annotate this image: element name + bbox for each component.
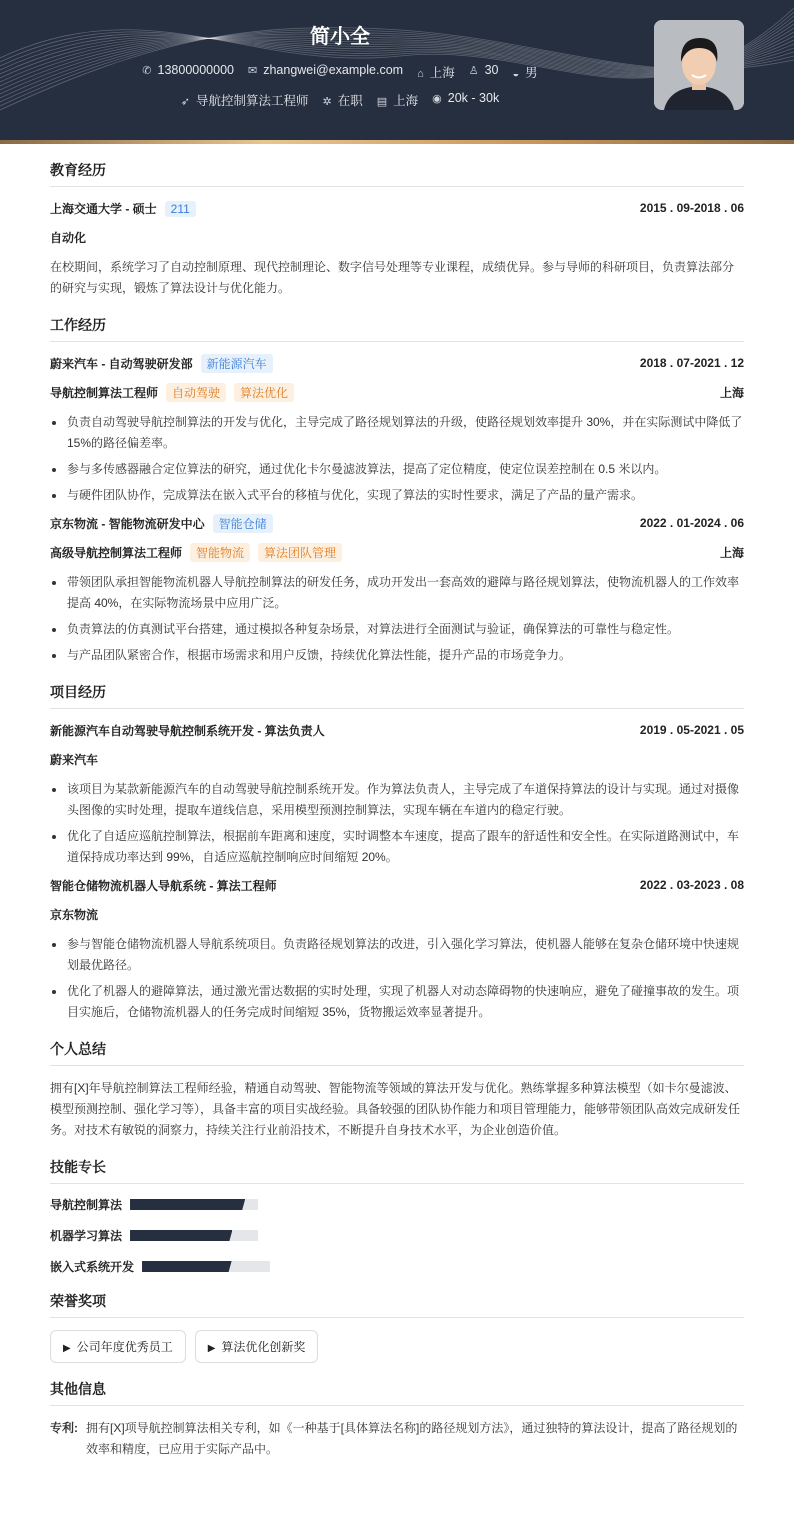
phone: 13800000000 bbox=[157, 63, 234, 77]
other-section bbox=[50, 1379, 744, 1460]
work-city: 上海 bbox=[719, 545, 744, 560]
skill-name: 嵌入式系统开发 bbox=[50, 1260, 135, 1274]
age-icon: ♙ bbox=[468, 65, 479, 77]
gold-divider bbox=[0, 140, 794, 144]
mail-icon: ✉ bbox=[248, 65, 258, 77]
bullet-item: 负责自动驾驶导航控制算法的开发与优化，主导完成了路径规划算法的升级，使路径规划效率提升 30%，并在实际测试中降低了 15%的路径偏差率。 bbox=[50, 412, 744, 454]
role: 高级导航控制算法工程师 bbox=[50, 545, 183, 560]
work-item bbox=[50, 514, 744, 666]
skill-tag: 算法团队管理 bbox=[258, 543, 342, 562]
work-city: 上海 bbox=[393, 94, 419, 108]
triangle-icon: ▶ bbox=[207, 1343, 216, 1354]
resume-header bbox=[0, 0, 794, 140]
bullet-item: 该项目为某款新能源汽车的自动驾驶导航控制系统开发。作为算法负责人，主导完成了车道保持算法的设计与实现。通过对摄像头图像的实时处理，提取车道线信息，采用模型预测控制算法，实现车辆在车道内的稳定行驶。 bbox=[50, 779, 744, 821]
award-name: 公司年度优秀员工 bbox=[76, 1340, 173, 1354]
industry-tag: 新能源汽车 bbox=[201, 354, 273, 373]
city: 上海 bbox=[429, 66, 455, 80]
project-section bbox=[50, 682, 744, 1023]
section-title: 项目经历 bbox=[50, 682, 744, 709]
award-item bbox=[50, 1330, 186, 1363]
work-date: 2022 . 01-2024 . 06 bbox=[639, 516, 744, 530]
section-title: 个人总结 bbox=[50, 1039, 744, 1066]
job-intent-row bbox=[0, 91, 680, 109]
summary-section bbox=[50, 1039, 744, 1141]
bullet-item: 与硬件团队协作，完成算法在嵌入式平台的移植与优化，实现了算法的实时性要求，满足了产品的量产需求。 bbox=[50, 485, 744, 506]
triangle-icon: ▶ bbox=[63, 1343, 71, 1354]
project-name: 新能源汽车自动驾驶导航控制系统开发 - 算法负责人 bbox=[50, 723, 325, 738]
bullet-item: 优化了机器人的避障算法，通过激光雷达数据的实时处理，实现了机器人对动态障碍物的快速响应，避免了碰撞事故的发生。项目实施后，仓储物流机器人的任务完成时间缩短 35%，货物搬运效率显著提升。 bbox=[50, 981, 744, 1023]
section-title: 工作经历 bbox=[50, 315, 744, 342]
work-item bbox=[50, 354, 744, 506]
status-icon: ✲ bbox=[322, 96, 332, 108]
skill-bar bbox=[130, 1199, 258, 1210]
award-name: 算法优化创新奖 bbox=[221, 1340, 306, 1354]
building-icon: ▤ bbox=[376, 96, 388, 108]
edu-date: 2015 . 09-2018 . 06 bbox=[639, 201, 744, 215]
home-icon: ⌂ bbox=[417, 68, 424, 80]
school-tag: 211 bbox=[165, 201, 196, 217]
school: 上海交通大学 - 硕士 bbox=[50, 201, 157, 216]
project-date: 2022 . 03-2023 . 08 bbox=[639, 878, 744, 892]
work-date: 2018 . 07-2021 . 12 bbox=[639, 356, 744, 370]
gender: 男 bbox=[525, 66, 538, 80]
skills-section bbox=[50, 1157, 744, 1275]
avatar bbox=[654, 20, 744, 110]
skill-bar bbox=[130, 1230, 258, 1241]
section-title: 技能专长 bbox=[50, 1157, 744, 1184]
send-icon: ➶ bbox=[180, 96, 190, 108]
candidate-name: 简小全 bbox=[310, 26, 370, 48]
industry-tag: 智能仓储 bbox=[213, 514, 273, 533]
project-name: 智能仓储物流机器人导航系统 - 算法工程师 bbox=[50, 878, 277, 893]
project-org: 蔚来汽车 bbox=[50, 752, 99, 767]
email: zhangwei@example.com bbox=[263, 63, 404, 77]
skill-bar-fill bbox=[130, 1199, 245, 1210]
skill-item bbox=[50, 1196, 403, 1213]
skill-name: 机器学习算法 bbox=[50, 1229, 123, 1243]
skill-bar bbox=[142, 1261, 270, 1272]
awards-section bbox=[50, 1291, 744, 1363]
gender-icon: ◒ bbox=[512, 68, 520, 80]
project-date: 2019 . 05-2021 . 05 bbox=[639, 723, 744, 737]
award-item bbox=[195, 1330, 319, 1363]
bullet-item: 与产品团队紧密合作，根据市场需求和用户反馈，持续优化算法性能，提升产品的市场竞争力。 bbox=[50, 645, 744, 666]
section-title: 教育经历 bbox=[50, 160, 744, 187]
section-title: 其他信息 bbox=[50, 1379, 744, 1406]
work-city: 上海 bbox=[719, 385, 744, 400]
phone-icon: ✆ bbox=[142, 65, 152, 77]
bullet-item: 参与多传感器融合定位算法的研究，通过优化卡尔曼滤波算法，提高了定位精度，使定位误差控制在 0.5 米以内。 bbox=[50, 459, 744, 480]
company: 蔚来汽车 - 自动驾驶研发部 bbox=[50, 356, 193, 371]
project-org: 京东物流 bbox=[50, 907, 99, 922]
skill-bar-fill bbox=[142, 1261, 232, 1272]
summary-text: 拥有[X]年导航控制算法工程师经验，精通自动驾驶、智能物流等领域的算法开发与优化。熟练掌握多种算法模型（如卡尔曼滤波、模型预测控制、强化学习等），具备丰富的项目实战经验。具备较强的团队协作能力和项目管理能力，能够带领团队高效完成研发任务。对技术有敏锐的洞察力，持续关注行业前沿技术，不断提升自身技术水平，为企业创造价值。 bbox=[50, 1081, 741, 1137]
bullet-item: 负责算法的仿真测试平台搭建，通过模拟各种复杂场景，对算法进行全面测试与验证，确保算法的可靠性与稳定性。 bbox=[50, 619, 744, 640]
salary: 20k - 30k bbox=[447, 91, 500, 105]
skill-item bbox=[50, 1258, 403, 1275]
edu-desc: 在校期间，系统学习了自动控制原理、现代控制理论、数字信号处理等专业课程，成绩优异。参与导师的科研项目，负责算法部分的研究与实现，锻炼了算法设计与优化能力。 bbox=[50, 260, 735, 295]
skill-name: 导航控制算法 bbox=[50, 1198, 123, 1212]
contact-row bbox=[0, 63, 680, 81]
status: 在职 bbox=[337, 94, 363, 108]
bullet-item: 参与智能仓储物流机器人导航系统项目。负责路径规划算法的改进，引入强化学习算法，使机器人能够在复杂仓储环境中快速规划最优路径。 bbox=[50, 934, 744, 976]
major: 自动化 bbox=[50, 230, 87, 245]
project-item bbox=[50, 721, 744, 868]
skill-tag: 算法优化 bbox=[234, 383, 294, 402]
company: 京东物流 - 智能物流研发中心 bbox=[50, 516, 205, 531]
other-value: 拥有[X]项导航控制算法相关专利，如《一种基于[具体算法名称]的路径规划方法》，通过独特的算法设计，提高了路径规划的效率和精度，已应用于实际产品中。 bbox=[86, 1421, 738, 1456]
work-section bbox=[50, 315, 744, 666]
position: 导航控制算法工程师 bbox=[196, 94, 309, 108]
salary-icon: ◉ bbox=[432, 93, 442, 105]
bullet-item: 带领团队承担智能物流机器人导航控制算法的研发任务，成功开发出一套高效的避障与路径规划算法，使物流机器人的工作效率提高 40%，在实际物流场景中应用广泛。 bbox=[50, 572, 744, 614]
role: 导航控制算法工程师 bbox=[50, 385, 159, 400]
age: 30 bbox=[484, 63, 499, 77]
skill-bar-fill bbox=[130, 1230, 232, 1241]
bullet-item: 优化了自适应巡航控制算法，根据前车距离和速度，实时调整本车速度，提高了跟车的舒适性和安全性。在实际道路测试中，车道保持成功率达到 99%，自适应巡航控制响应时间缩短 20%。 bbox=[50, 826, 744, 868]
project-item bbox=[50, 876, 744, 1023]
skill-tag: 智能物流 bbox=[190, 543, 250, 562]
skill-item bbox=[50, 1227, 403, 1244]
section-title: 荣誉奖项 bbox=[50, 1291, 744, 1318]
other-key: 专利: bbox=[50, 1421, 78, 1435]
education-section bbox=[50, 160, 744, 299]
skill-tag: 自动驾驶 bbox=[166, 383, 226, 402]
